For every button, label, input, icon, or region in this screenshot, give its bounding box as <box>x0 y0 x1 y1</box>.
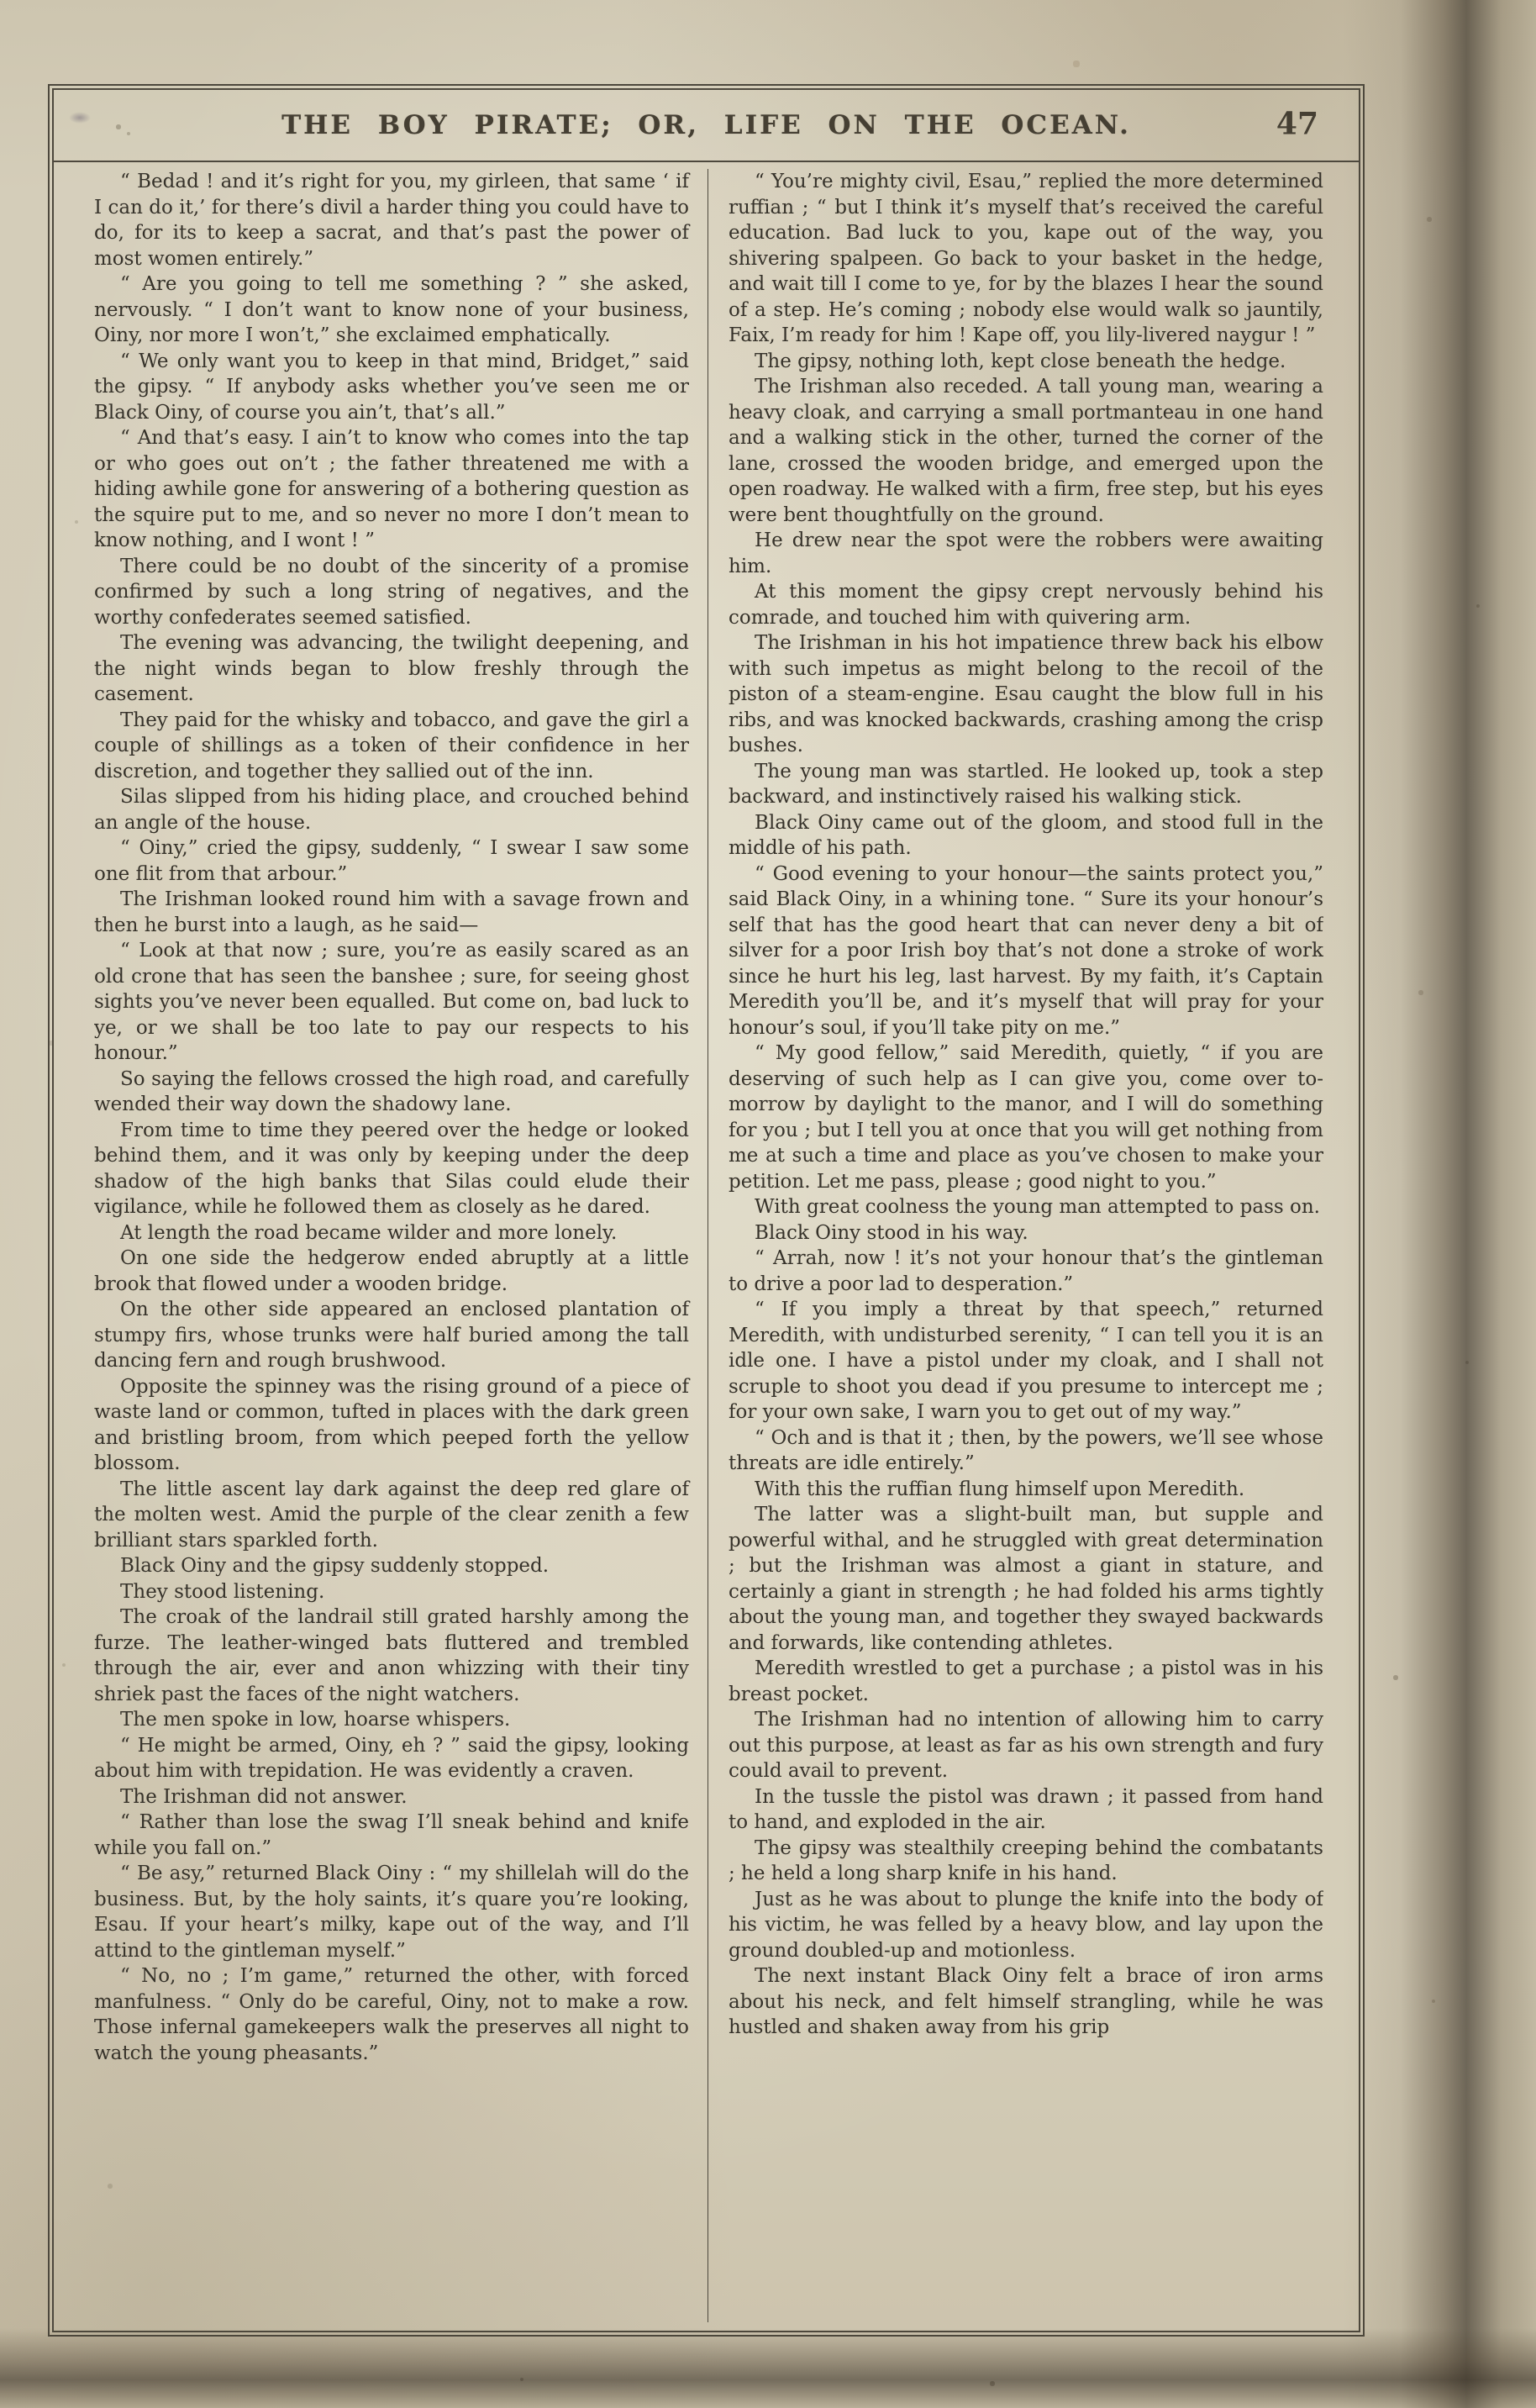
paragraph: The evening was advancing, the twilight deepening, and the night winds began to blow freshly through the casement. <box>94 632 689 705</box>
text-columns <box>54 162 1359 2331</box>
paragraph: Just as he was about to plunge the knife into the body of his victim, he was felled by a heavy blow, and lay upon the ground doubled-up and motionless. <box>729 1888 1323 1962</box>
paragraph: “ Look at that now ; sure, you’re as easily scared as an old crone that has seen the banshee ; sure, for seeing ghost sights you’ve never been equalled. But come on, bad luck to ye, or we shall be too late to pay our respects to his honour.” <box>94 940 689 1064</box>
paragraph: They paid for the whisky and tobacco, and gave the girl a couple of shillings as a token of their confidence in her discretion, and together they sallied out of the inn. <box>94 709 689 782</box>
paragraph: With this the ruffian flung himself upon Meredith. <box>755 1478 1245 1500</box>
page-frame <box>48 84 1365 2337</box>
paragraph: The Irishman in his hot impatience threw back his elbow with such impetus as might belong to the recoil of the piston of a steam-engine. Esau caught the blow full in his ribs, and was knocked backwards, crashing among the crisp bushes. <box>729 632 1323 756</box>
paragraph: “ And that’s easy. I ain’t to know who comes into the tap or who goes out on’t ; the father threatened me with a hiding awhile gone for answering of a bothering question as the squire put to me, and so never no more I don’t mean to know nothing, and I wont ! ” <box>94 427 689 551</box>
paragraph: The next instant Black Oiny felt a brace of iron arms about his neck, and felt himself strangling, while he was hustled and shaken away from his grip <box>729 1965 1323 2038</box>
paragraph: “ Be asy,” returned Black Oiny : “ my shillelah will do the business. But, by the holy saints, it’s quare you’re looking, Esau. If your heart’s milky, kape out of the way, and I’ll attind to the gintleman myself.” <box>94 1863 689 1962</box>
paragraph: “ Are you going to tell me something ? ” she asked, nervously. “ I don’t want to know none of your business, Oiny, nor more I won’t,” she exclaimed emphatically. <box>94 273 689 346</box>
paragraph: So saying the fellows crossed the high road, and carefully wended their way down the shadowy lane. <box>94 1067 689 1115</box>
paragraph: The croak of the landrail still grated harshly among the furze. The leather-winged bats fluttered and trembled through the air, ever and anon whizzing with their tiny shriek past the faces of the night watchers. <box>94 1606 689 1705</box>
paragraph: “ He might be armed, Oiny, eh ? ” said the gipsy, looking about him with trepidation. He was evidently a craven. <box>94 1734 689 1782</box>
paragraph: The latter was a slight-built man, but supple and powerful withal, and he struggled with great determination ; but the Irishman was almost a giant in stature, and certainly a giant in strength ; he had folded his arms tightly about the young man, and together they swayed backwards and forwards, like contending athletes. <box>729 1504 1323 1654</box>
paragraph: “ We only want you to keep in that mind, Bridget,” said the gipsy. “ If anybody asks whether you’ve seen me or Black Oiny, of course you ain’t, that’s all.” <box>94 350 689 424</box>
paragraph: The young man was startled. He looked up, took a step backward, and instinctively raised his walking stick. <box>729 760 1323 808</box>
paragraph: The Irishman had no intention of allowing him to carry out this purpose, at least as far as his own strength and fury could avail to prevent. <box>729 1709 1323 1782</box>
paragraph: The little ascent lay dark against the deep red glare of the molten west. Amid the purple of the clear zenith a few brilliant stars sparkled forth. <box>94 1478 689 1552</box>
paragraph: From time to time they peered over the hedge or looked behind them, and it was only by keeping under the deep shadow of the high banks that Silas could elude their vigilance, while he followed them as closely as he dared. <box>94 1119 689 1218</box>
paragraph: “ If you imply a threat by that speech,” returned Meredith, with undisturbed serenity, “ I can tell you it is an idle one. I have a pistol under my cloak, and I shall not scruple to shoot you dead if you presume to intercept me ; for your own sake, I warn you to get out of my way.” <box>729 1299 1323 1423</box>
page-title: THE BOY PIRATE; OR, LIFE ON THE OCEAN. <box>281 110 1131 140</box>
paragraph: The Irishman also receded. A tall young man, wearing a heavy cloak, and carrying a small portmanteau in one hand and a walking stick in the other, turned the corner of the lane, crossed the wooden bridge, and emerged upon the open roadway. He walked with a firm, free step, but his eyes were bent thoughtfully on the ground. <box>729 376 1323 526</box>
page-header <box>54 90 1359 162</box>
paragraph: “ No, no ; I’m game,” returned the other, with forced manfulness. “ Only do be careful, Oiny, not to make a row. Those infernal gamekeepers walk the preserves all night to watch the young pheasants.” <box>94 1965 689 2064</box>
paragraph: In the tussle the pistol was drawn ; it passed from hand to hand, and exploded in the air. <box>729 1785 1323 1833</box>
paragraph: “ My good fellow,” said Meredith, quietly, “ if you are deserving of such help as I can give you, come over to-morrow by daylight to the manor, and I will do something for you ; but I tell you at once that you will get nothing from me at such a time and place as you’ve chosen to make your petition. Let me pass, please ; good night to you.” <box>729 1042 1323 1193</box>
paragraph: Black Oiny and the gipsy suddenly stopped. <box>120 1555 550 1577</box>
paragraph: At this moment the gipsy crept nervously behind his comrade, and touched him with quivering arm. <box>729 581 1323 629</box>
paragraph: “ Good evening to your honour—the saints protect you,” said Black Oiny, in a whining tone. “ Sure its your honour’s self that has the good heart that can never deny a bit of silver for a poor Irish boy that’s not done a stroke of work since he hurt his leg, last harvest. By my faith, it’s Captain Meredith you’ll be, and it’s myself that will pray for your honour’s soul, if you’ll take pity on me.” <box>729 862 1323 1039</box>
paragraph: On the other side appeared an enclosed plantation of stumpy firs, whose trunks were half buried among the tall dancing fern and rough brushwood. <box>94 1299 689 1372</box>
paragraph: Black Oiny stood in his way. <box>755 1221 1028 1244</box>
paragraph: “ You’re mighty civil, Esau,” replied the more determined ruffian ; “ but I think it’s myself that’s received the careful education. Bad luck to you, kape out of the way, you shivering spalpeen. Go back to your basket in the hedge, and wait till I come to ye, for by the blazes I hear the sound of a step. He’s coming ; nobody else would walk so jauntily, Faix, I’m ready for him ! Kape off, you lily-livered naygur ! ” <box>729 171 1323 346</box>
paper-specks <box>0 0 2 2</box>
paragraph: The men spoke in low, hoarse whispers. <box>120 1709 511 1731</box>
paragraph: Silas slipped from his hiding place, and crouched behind an angle of the house. <box>94 786 689 834</box>
paragraph: On one side the hedgerow ended abruptly at a little brook that flowed under a wooden bridge. <box>94 1247 689 1295</box>
paragraph: Black Oiny came out of the gloom, and stood full in the middle of his path. <box>729 811 1323 859</box>
left-column <box>94 169 708 2322</box>
right-column <box>708 169 1323 2322</box>
paragraph: Opposite the spinney was the rising ground of a piece of waste land or common, tufted in places with the dark green and bristling broom, from which peeped forth the yellow blossom. <box>94 1375 689 1474</box>
paragraph: At length the road became wilder and more lonely. <box>120 1221 618 1244</box>
paragraph: “ Oiny,” cried the gipsy, suddenly, “ I swear I saw some one flit from that arbour.” <box>94 837 689 885</box>
paragraph: The gipsy, nothing loth, kept close beneath the hedge. <box>755 350 1286 372</box>
page-gutter-shadow <box>1343 0 1536 2408</box>
paragraph: There could be no doubt of the sincerity of a promise confirmed by such a long string of negatives, and the worthy confederates seemed satisfied. <box>94 555 689 629</box>
paragraph: “ Arrah, now ! it’s not your honour that’s the gintleman to drive a poor lad to desperation.” <box>729 1247 1323 1295</box>
paragraph: The Irishman looked round him with a savage frown and then he burst into a laugh, as he said— <box>94 888 689 936</box>
paragraph: “ Och and is that it ; then, by the powers, we’ll see whose threats are idle entirely.” <box>729 1426 1323 1474</box>
paragraph: He drew near the spot were the robbers were awaiting him. <box>729 530 1323 577</box>
paragraph: “ Rather than lose the swag I’ll sneak behind and knife while you fall on.” <box>94 1811 689 1859</box>
paragraph: With great coolness the young man attempted to pass on. <box>755 1196 1320 1218</box>
paragraph: The gipsy was stealthily creeping behind the combatants ; he held a long sharp knife in his hand. <box>729 1836 1323 1884</box>
page-bottom-shadow <box>0 2328 1536 2408</box>
paragraph: Meredith wrestled to get a purchase ; a pistol was in his breast pocket. <box>729 1657 1323 1705</box>
paragraph: “ Bedad ! and it’s right for you, my girleen, that same ‘ if I can do it,’ for there’s divil a harder thing you could have to do, for its to keep a sacrat, and that’s past the power of most women entirely.” <box>94 171 689 270</box>
paragraph: The Irishman did not answer. <box>120 1785 408 1808</box>
ink-smudge <box>69 112 91 124</box>
page-number: 47 <box>1276 106 1318 142</box>
paragraph: They stood listening. <box>120 1580 325 1603</box>
